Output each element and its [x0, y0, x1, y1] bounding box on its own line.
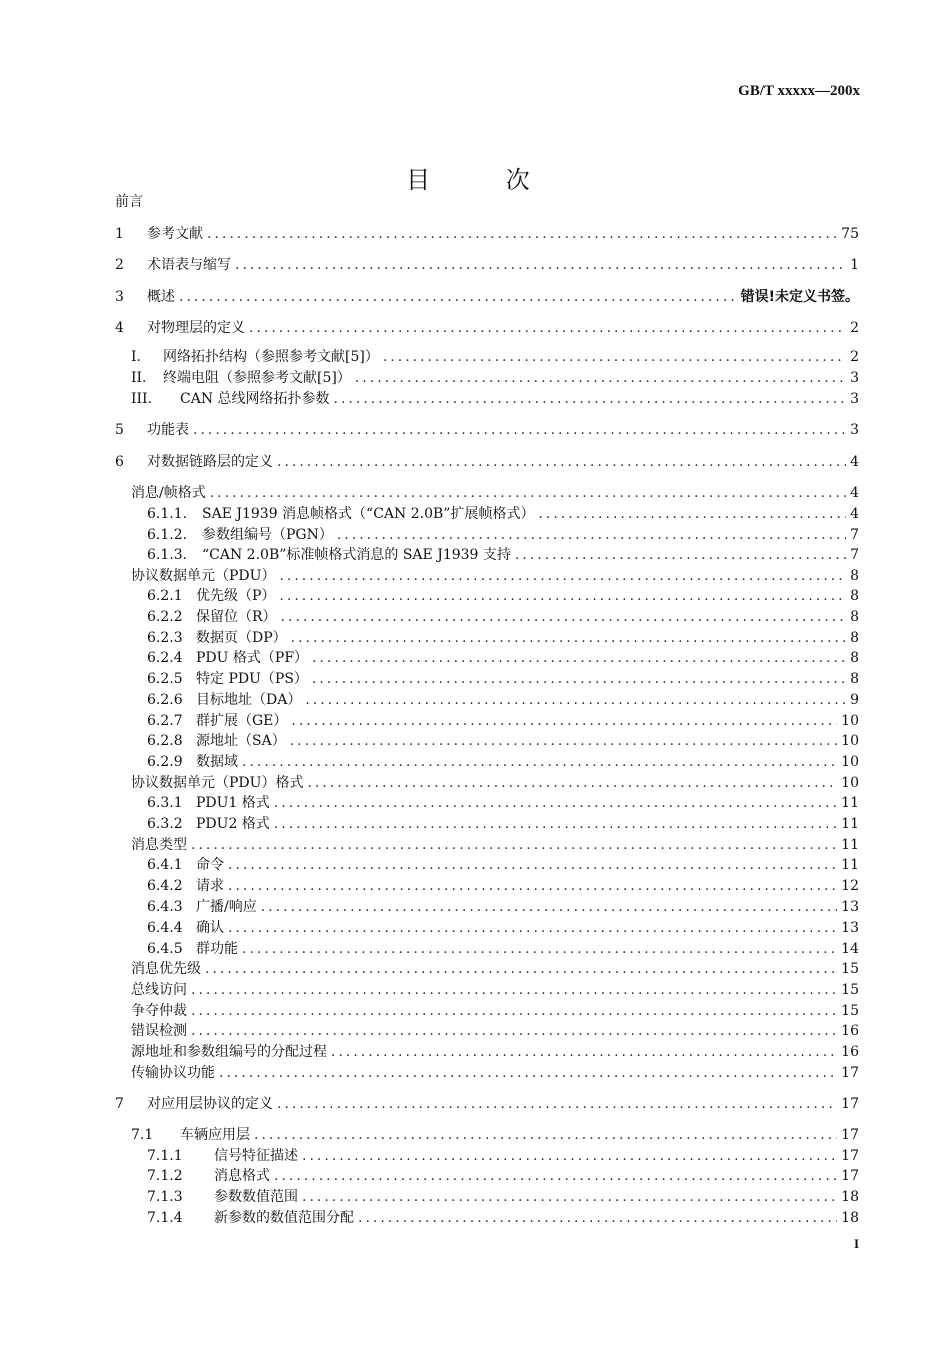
dot-leader — [254, 1127, 837, 1143]
toc-entry-title: 请求 — [196, 878, 224, 894]
toc-entry-number: 6.4.2 — [147, 878, 183, 894]
toc-entry-page: 17 — [841, 1168, 859, 1184]
toc-entry-title: 确认 — [196, 920, 224, 936]
toc-entry-title: 群扩展（GE） — [196, 713, 288, 729]
toc-entry[interactable] — [131, 391, 859, 407]
toc-entry-page: 1 — [850, 257, 859, 273]
toc-entry[interactable] — [147, 878, 859, 894]
toc-entry-title: 优先级（P） — [196, 588, 276, 604]
toc-entry-page: 3 — [850, 391, 859, 407]
toc-entry-page: 15 — [841, 961, 859, 977]
toc-entry-title: 概述 — [147, 289, 175, 305]
dot-leader — [191, 1023, 837, 1039]
toc-entry-number: 7 — [115, 1096, 124, 1112]
toc-entry[interactable] — [131, 1003, 859, 1019]
toc-entry-title: 对物理层的定义 — [147, 320, 245, 336]
toc-entry[interactable] — [147, 816, 859, 832]
toc-entry-title: 终端电阻（参照参考文献[5]） — [163, 370, 351, 386]
toc-entry-page: 7 — [850, 547, 859, 563]
toc-entry-title: 消息/帧格式 — [131, 485, 206, 501]
toc-entry[interactable] — [147, 713, 859, 729]
toc-entry[interactable] — [147, 1168, 859, 1184]
toc-entry-page: 3 — [850, 370, 859, 386]
toc-entry-page: 11 — [841, 857, 859, 873]
dot-leader — [312, 650, 846, 666]
toc-entry-title: 信号特征描述 — [214, 1148, 298, 1164]
dot-leader — [334, 391, 847, 407]
toc-entry-number: 6.1.2. — [147, 527, 188, 543]
toc-entry-page: 错误!未定义书签。 — [740, 289, 859, 305]
toc-entry-page: 8 — [850, 568, 859, 584]
toc-entry-title: 车辆应用层 — [180, 1127, 250, 1143]
toc-entry-page: 11 — [841, 816, 859, 832]
dot-leader — [515, 547, 846, 563]
toc-entry[interactable] — [147, 588, 859, 604]
dot-leader — [281, 609, 847, 625]
toc-entry[interactable] — [115, 1096, 859, 1112]
toc-entry[interactable] — [147, 609, 859, 625]
dot-leader — [302, 1189, 837, 1205]
toc-entry-number: 7.1 — [131, 1127, 154, 1143]
toc-entry-number: 7.1.2 — [147, 1168, 183, 1184]
toc-entry-page: 16 — [841, 1023, 859, 1039]
toc-entry[interactable] — [147, 650, 859, 666]
dot-leader — [193, 422, 846, 438]
toc-entry-title: 总线访问 — [131, 982, 187, 998]
toc-entry-title: PDU1 格式 — [196, 795, 270, 811]
dot-leader — [274, 1168, 837, 1184]
toc-entry-page: 11 — [841, 837, 859, 853]
toc-entry[interactable] — [131, 568, 859, 584]
toc-entry-title: 消息优先级 — [131, 961, 201, 977]
dot-leader — [242, 941, 837, 957]
toc-entry-title: 群功能 — [196, 941, 238, 957]
toc-entry-title: 目标地址（DA） — [196, 692, 302, 708]
toc-entry-number: 6.2.1 — [147, 588, 183, 604]
toc-entry-page: 18 — [841, 1210, 859, 1226]
dot-leader — [228, 920, 837, 936]
toc-entry[interactable] — [115, 320, 859, 336]
toc-entry-number: 6.2.7 — [147, 713, 183, 729]
page-number: I — [853, 1236, 859, 1251]
toc-entry-number: 6.3.2 — [147, 816, 183, 832]
toc-entry-title: 消息格式 — [214, 1168, 270, 1184]
toc-entry[interactable] — [147, 795, 859, 811]
toc-entry-title: 错误检测 — [131, 1023, 187, 1039]
toc-entry-title: 对数据链路层的定义 — [147, 454, 273, 470]
toc-entry-page: 15 — [841, 1003, 859, 1019]
toc-entry-number: 6.2.4 — [147, 650, 183, 666]
toc-entry-page: 8 — [850, 671, 859, 687]
toc-entry-title: PDU 格式（PF） — [196, 650, 309, 666]
dot-leader — [305, 692, 846, 708]
toc-entry-page: 15 — [841, 982, 859, 998]
toc-entry[interactable] — [115, 289, 859, 305]
toc-entry-title: 功能表 — [147, 422, 189, 438]
toc-entry-page: 16 — [841, 1044, 859, 1060]
dot-leader — [205, 961, 837, 977]
dot-leader — [207, 226, 837, 242]
toc-entry[interactable] — [131, 370, 859, 386]
toc-entry[interactable] — [131, 775, 859, 791]
toc-entry-number: 7.1.3 — [147, 1189, 183, 1205]
dot-leader — [191, 837, 837, 853]
toc-entry[interactable] — [115, 454, 859, 470]
toc-entry-title: 源地址和参数组编号的分配过程 — [131, 1044, 327, 1060]
toc-entry[interactable] — [115, 226, 859, 242]
toc-entry-title: 争夺仲裁 — [131, 1003, 187, 1019]
toc-entry-page: 9 — [850, 692, 859, 708]
toc-entry-page: 75 — [841, 226, 859, 242]
toc-entry-number: II. — [131, 370, 147, 386]
dot-leader — [219, 1065, 837, 1081]
toc-entry-title: 新参数的数值范围分配 — [214, 1210, 354, 1226]
toc-entry[interactable] — [147, 630, 859, 646]
toc-entry-number: 6.1.3. — [147, 547, 188, 563]
standard-code: GB/T xxxxx—200x — [738, 83, 860, 99]
toc-entry-page: 10 — [841, 754, 859, 770]
toc-entry-page: 4 — [850, 506, 859, 522]
toc-entry-title: 数据页（DP） — [196, 630, 287, 646]
toc-entry[interactable] — [131, 1065, 859, 1081]
toc-entry[interactable] — [147, 920, 859, 936]
dot-leader — [279, 588, 846, 604]
toc-entry-number: 6.4.5 — [147, 941, 183, 957]
toc-entry-title: 保留位（R） — [196, 609, 277, 625]
toc-entry[interactable] — [147, 527, 859, 543]
toc-entry-title: 协议数据单元（PDU） — [131, 568, 276, 584]
toc-entry-title: 传输协议功能 — [131, 1065, 215, 1081]
dot-leader — [291, 630, 846, 646]
toc-entry-number: 4 — [115, 320, 124, 336]
dot-leader — [261, 899, 837, 915]
dot-leader — [210, 485, 846, 501]
toc-entry-number: 5 — [115, 422, 124, 438]
dot-leader — [279, 568, 846, 584]
toc-entry-number: 6.4.4 — [147, 920, 183, 936]
dot-leader — [179, 289, 737, 305]
toc-entry[interactable] — [115, 422, 859, 438]
toc-entry-page: 8 — [850, 588, 859, 604]
toc-entry-title: 协议数据单元（PDU）格式 — [131, 775, 304, 791]
dot-leader — [277, 1096, 837, 1112]
toc-entry-page: 12 — [841, 878, 859, 894]
toc-entry-title: 术语表与缩写 — [147, 257, 231, 273]
dot-leader — [191, 982, 837, 998]
toc-entry-title: CAN 总线网络拓扑参数 — [180, 391, 330, 407]
toc-entry-page: 10 — [841, 713, 859, 729]
toc-entry[interactable] — [131, 961, 859, 977]
dot-leader — [191, 1003, 837, 1019]
dot-leader — [274, 795, 837, 811]
dot-leader — [274, 816, 837, 832]
toc-entry-page: 4 — [850, 454, 859, 470]
toc-entry[interactable] — [131, 837, 859, 853]
toc-entry-number: I. — [131, 349, 141, 365]
toc-entry-page: 8 — [850, 650, 859, 666]
dot-leader — [249, 320, 846, 336]
toc-entry[interactable] — [131, 349, 859, 365]
toc-entry[interactable] — [131, 982, 859, 998]
toc-entry[interactable] — [147, 941, 859, 957]
toc-entry-number: 6.3.1 — [147, 795, 183, 811]
toc-entry-page: 8 — [850, 630, 859, 646]
toc-entry-page: 17 — [841, 1127, 859, 1143]
toc-entry[interactable] — [147, 506, 859, 522]
toc-entry-page: 3 — [850, 422, 859, 438]
toc-entry-number: 6.2.6 — [147, 692, 183, 708]
toc-entry-title: 特定 PDU（PS） — [196, 671, 308, 687]
toc-entry-title: 广播/响应 — [196, 899, 257, 915]
toc-entry-title: 参数组编号（PGN） — [202, 527, 333, 543]
toc-entry-title: 数据域 — [196, 754, 238, 770]
dot-leader — [383, 349, 846, 365]
toc-entry[interactable] — [147, 1148, 859, 1164]
toc-entry-number: 6 — [115, 454, 124, 470]
toc-entry[interactable] — [147, 754, 859, 770]
toc-entry-number: 6.1.1. — [147, 506, 188, 522]
toc-entry-page: 13 — [841, 920, 859, 936]
toc-title: 目 次 — [406, 166, 564, 194]
toc-entry-page: 17 — [841, 1096, 859, 1112]
toc-entry[interactable] — [115, 194, 143, 210]
dot-leader — [302, 1148, 837, 1164]
dot-leader — [307, 775, 837, 791]
toc-entry-page: 17 — [841, 1148, 859, 1164]
dot-leader — [291, 713, 837, 729]
toc-entry-page: 8 — [850, 609, 859, 625]
toc-entry[interactable] — [115, 257, 859, 273]
toc-entry-page: 10 — [841, 775, 859, 791]
toc-entry-title: 消息类型 — [131, 837, 187, 853]
toc-entry-title: 命令 — [196, 857, 224, 873]
dot-leader — [235, 257, 846, 273]
toc-entry-title: SAE J1939 消息帧格式（“CAN 2.0B”扩展帧格式） — [202, 506, 535, 522]
toc-entry-number: 6.2.5 — [147, 671, 183, 687]
toc-entry[interactable] — [131, 1044, 859, 1060]
toc-entry-title: “CAN 2.0B”标准帧格式消息的 SAE J1939 支持 — [202, 547, 511, 563]
toc-entry-page: 14 — [841, 941, 859, 957]
toc-entry-page: 4 — [850, 485, 859, 501]
toc-entry-number: 3 — [115, 289, 124, 305]
toc-entry[interactable] — [147, 547, 859, 563]
dot-leader — [331, 1044, 837, 1060]
toc-entry-number: 7.1.4 — [147, 1210, 183, 1226]
toc-entry-page: 17 — [841, 1065, 859, 1081]
toc-entry-title: 参考文献 — [147, 226, 203, 242]
toc-entry[interactable] — [131, 1127, 859, 1143]
toc-entry[interactable] — [147, 1189, 859, 1205]
toc-entry-number: 6.2.2 — [147, 609, 183, 625]
toc-entry-page: 13 — [841, 899, 859, 915]
toc-entry-title: 网络拓扑结构（参照参考文献[5]） — [163, 349, 379, 365]
dot-leader — [337, 527, 846, 543]
toc-entry[interactable] — [131, 1023, 859, 1039]
dot-leader — [538, 506, 846, 522]
toc-entry-page: 2 — [850, 320, 859, 336]
toc-entry-number: 1 — [115, 226, 124, 242]
toc-entry-number: 7.1.1 — [147, 1148, 183, 1164]
toc-entry-page: 10 — [841, 733, 859, 749]
toc-entry[interactable] — [147, 733, 859, 749]
dot-leader — [290, 733, 837, 749]
dot-leader — [312, 671, 846, 687]
toc-entry-title: 前言 — [115, 194, 143, 210]
toc-entry-page: 18 — [841, 1189, 859, 1205]
toc-entry-title: PDU2 格式 — [196, 816, 270, 832]
toc-entry[interactable] — [147, 671, 859, 687]
toc-entry-page: 11 — [841, 795, 859, 811]
toc-entry-title: 源地址（SA） — [196, 733, 286, 749]
toc-entry-number: 6.2.9 — [147, 754, 183, 770]
toc-entry-page: 2 — [850, 349, 859, 365]
dot-leader — [228, 857, 837, 873]
toc-entry[interactable] — [147, 1210, 859, 1226]
toc-entry-number: III. — [131, 391, 153, 407]
dot-leader — [358, 1210, 837, 1226]
dot-leader — [242, 754, 837, 770]
toc-entry-title: 参数数值范围 — [214, 1189, 298, 1205]
toc-entry-number: 6.2.3 — [147, 630, 183, 646]
dot-leader — [228, 878, 837, 894]
toc-entry[interactable] — [147, 857, 859, 873]
dot-leader — [277, 454, 846, 470]
toc-entry[interactable] — [147, 692, 859, 708]
dot-leader — [355, 370, 846, 386]
toc-entry-number: 6.4.1 — [147, 857, 183, 873]
toc-entry-number: 2 — [115, 257, 124, 273]
toc-entry[interactable] — [147, 899, 859, 915]
toc-entry-number: 6.2.8 — [147, 733, 183, 749]
toc-entry-number: 6.4.3 — [147, 899, 183, 915]
toc-entry[interactable] — [131, 485, 859, 501]
toc-entry-page: 7 — [850, 527, 859, 543]
toc-entry-title: 对应用层协议的定义 — [147, 1096, 273, 1112]
